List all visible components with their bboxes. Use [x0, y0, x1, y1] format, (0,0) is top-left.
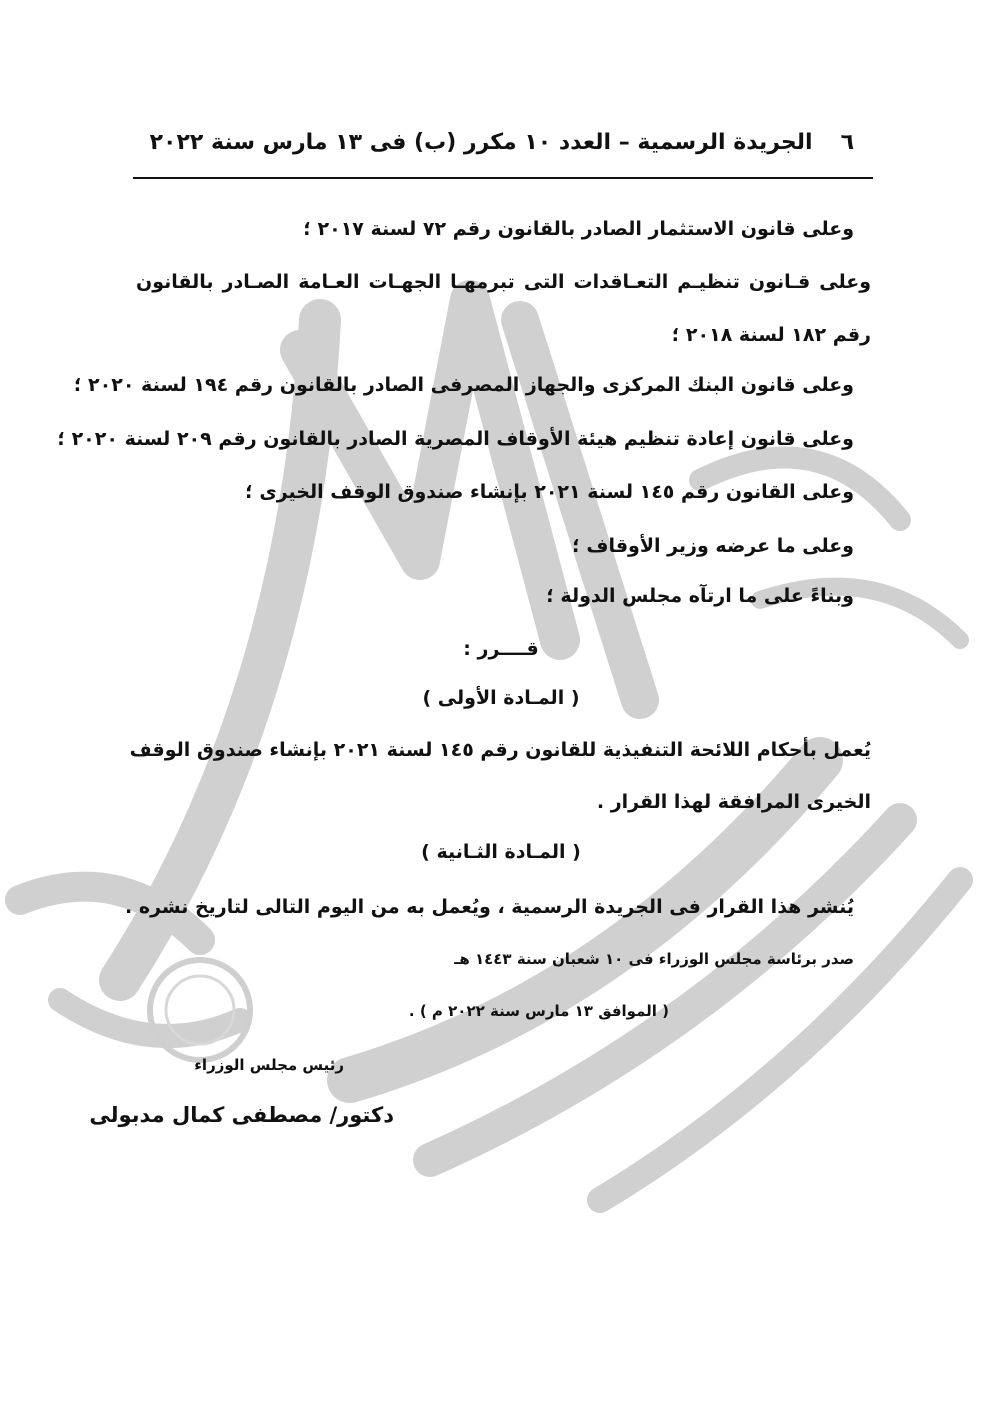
- page-header: [134, 122, 854, 162]
- preamble-line: رقم ١٨٢ لسنة ٢٠١٨ ؛: [671, 324, 871, 346]
- header-divider: [133, 177, 873, 179]
- preamble-line: وعلى قانون البنك المركزى والجهاز المصرفى الصادر بالقانون رقم ١٩٤ لسنة ٢٠٢٠ ؛: [73, 374, 854, 396]
- signature-role: رئيس مجلس الوزراء: [194, 1056, 344, 1074]
- preamble-line: وعلى قانون إعادة تنظيم هيئة الأوقاف المصرية الصادر بالقانون رقم ٢٠٩ لسنة ٢٠٢٠ ؛: [57, 428, 854, 450]
- issued-line: صدر برئاسة مجلس الوزراء فى ١٠ شعبان سنة ١٤٤٣ هـ: [454, 950, 854, 968]
- preamble-line: وعلى ما عرضه وزير الأوقاف ؛: [572, 535, 854, 557]
- article-1-text: الخيرى المرافقة لهذا القرار .: [596, 791, 871, 813]
- issued-date-line: ( الموافق ١٣ مارس سنة ٢٠٢٢ م ) .: [408, 1002, 669, 1020]
- article-1-heading: ( المـادة الأولى ): [422, 687, 580, 709]
- article-2-heading: ( المـادة الثـانية ): [421, 841, 581, 863]
- decision-heading: قــــرر :: [463, 638, 539, 660]
- page-number: ٦: [840, 129, 854, 155]
- preamble-line: وعلى قـانون تنظيـم التعـاقدات التى تبرمهـا الجهـات العـامة الصـادر بالقانون: [136, 271, 871, 293]
- preamble-line: وعلى القانون رقم ١٤٥ لسنة ٢٠٢١ بإنشاء صندوق الوقف الخيرى ؛: [245, 481, 854, 503]
- gazette-title: الجريدة الرسمية – العدد ١٠ مكرر (ب) فى ١٣ مارس سنة ٢٠٢٢: [149, 129, 813, 155]
- article-2-text: يُنشر هذا القرار فى الجريدة الرسمية ، ويُعمل به من اليوم التالى لتاريخ نشره .: [125, 896, 854, 918]
- signature-name: دكتور/ مصطفى كمال مدبولى: [89, 1103, 394, 1127]
- preamble-line: وبناءً على ما ارتآه مجلس الدولة ؛: [546, 585, 854, 607]
- preamble-line: وعلى قانون الاستثمار الصادر بالقانون رقم ٧٢ لسنة ٢٠١٧ ؛: [303, 218, 854, 240]
- article-1-text: يُعمل بأحكام اللائحة التنفيذية للقانون رقم ١٤٥ لسنة ٢٠٢١ بإنشاء صندوق الوقف: [129, 739, 871, 761]
